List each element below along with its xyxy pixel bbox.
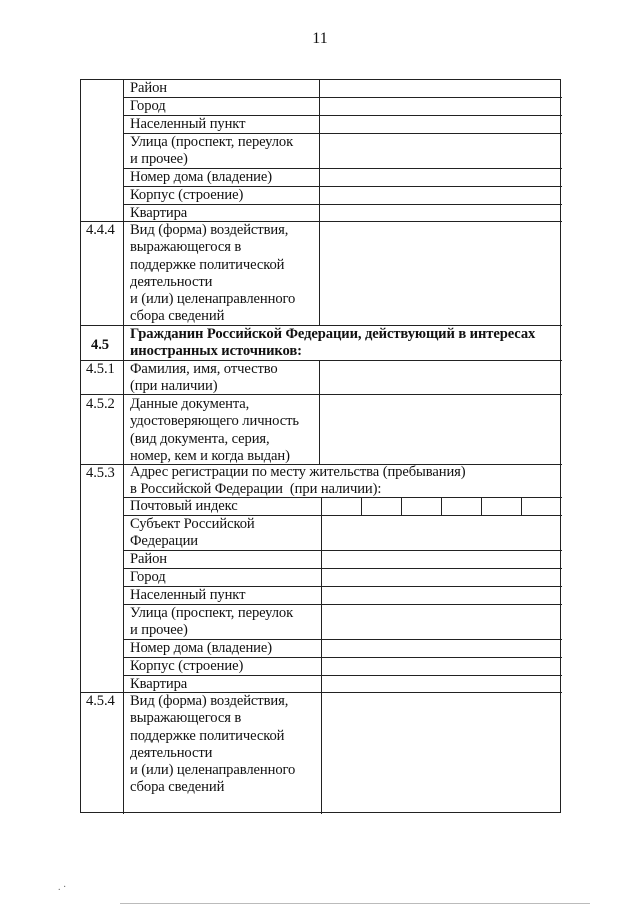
address-label-district: Район bbox=[130, 551, 168, 567]
postal-cell-divider bbox=[481, 497, 482, 515]
address-label-house: Номер дома (владение) bbox=[130, 640, 272, 656]
postal-cell-divider bbox=[521, 497, 522, 515]
scan-edge bbox=[120, 903, 590, 904]
postal-cell-divider bbox=[441, 497, 442, 515]
scan-specks: . · bbox=[58, 882, 67, 893]
address-label-building: Корпус (строение) bbox=[130, 187, 244, 203]
value-column-divider-top bbox=[319, 80, 320, 325]
row-divider bbox=[123, 97, 562, 98]
item-number-4-5-3: 4.5.3 bbox=[86, 465, 115, 481]
address-label-postal-index: Почтовый индекс bbox=[130, 498, 238, 514]
section-title-4-5: Гражданин Российской Федерации, действующий в интересах иностранных источников: bbox=[130, 326, 536, 360]
item-number-4-5-1: 4.5.1 bbox=[86, 361, 115, 377]
number-column-divider bbox=[123, 80, 124, 814]
item-number-4-5-2: 4.5.2 bbox=[86, 396, 115, 412]
address-label-house: Номер дома (владение) bbox=[130, 169, 272, 185]
address-label-apartment: Квартира bbox=[130, 205, 188, 221]
row-divider bbox=[123, 568, 562, 569]
address-label-city: Город bbox=[130, 98, 166, 114]
address-label-district: Район bbox=[130, 80, 168, 96]
address-label-locality: Населенный пункт bbox=[130, 116, 246, 132]
item-number-4-5-4: 4.5.4 bbox=[86, 693, 115, 709]
item-label-4-5-4: Вид (форма) воздействия, выражающегося в поддержке политической деятельности и (или) целенаправленного сбора сведений bbox=[130, 693, 296, 796]
address-label-street: Улица (проспект, переулок и прочее) bbox=[130, 134, 294, 168]
postal-cell-divider bbox=[401, 497, 402, 515]
address-label-street: Улица (проспект, переулок и прочее) bbox=[130, 605, 294, 639]
address-label-building: Корпус (строение) bbox=[130, 658, 244, 674]
value-column-divider-4-5-1 bbox=[319, 360, 320, 464]
item-label-4-5-3: Адрес регистрации по месту жительства (пребывания) в Российской Федерации (при наличии): bbox=[130, 464, 466, 498]
address-label-region: Субъект Российской Федерации bbox=[130, 516, 255, 550]
address-label-city: Город bbox=[130, 569, 166, 585]
item-label-4-5-1: Фамилия, имя, отчество (при наличии) bbox=[130, 361, 278, 395]
item-label-4-4-4: Вид (форма) воздействия, выражающегося в поддержке политической деятельности и (или) целенаправленного сбора сведений bbox=[130, 222, 296, 325]
item-label-4-5-2: Данные документа, удостоверяющего личность (вид документа, серия, номер, кем и когда выдан) bbox=[130, 396, 299, 464]
page-number: 11 bbox=[312, 30, 328, 47]
postal-cell-divider bbox=[361, 497, 362, 515]
section-number-4-5: 4.5 bbox=[91, 337, 109, 353]
form-table bbox=[80, 79, 561, 813]
address-label-apartment: Квартира bbox=[130, 676, 188, 692]
value-column-divider-4-5-3 bbox=[321, 497, 322, 814]
item-number-4-4-4: 4.4.4 bbox=[86, 222, 115, 238]
address-label-locality: Населенный пункт bbox=[130, 587, 246, 603]
